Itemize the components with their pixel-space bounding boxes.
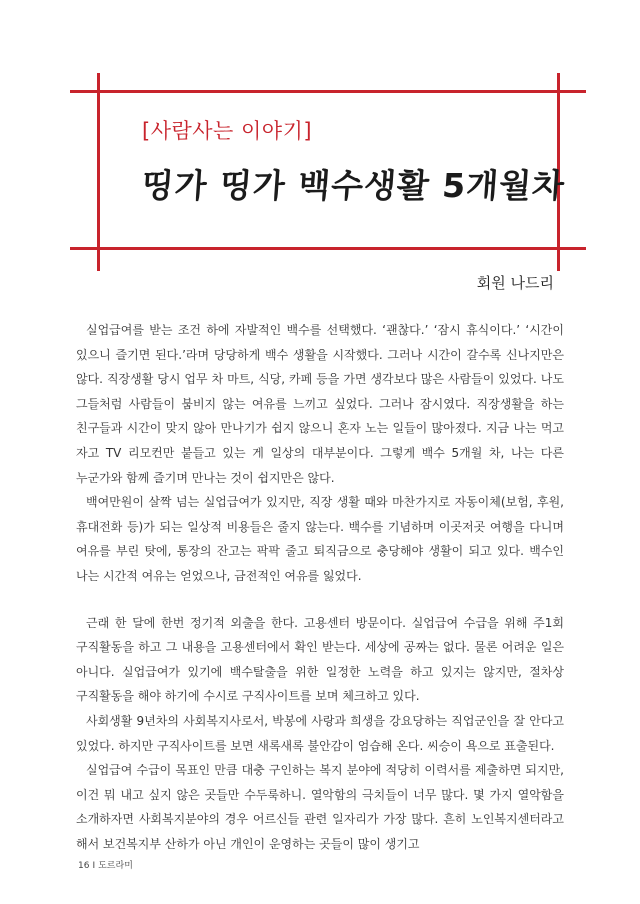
footer-separator: I [92, 861, 96, 871]
frame-bottom-line [70, 247, 586, 250]
article-body [76, 318, 564, 856]
paragraph-2: 백여만원이 살짝 넘는 실업급여가 있지만, 직장 생활 때와 마찬가지로 자동이체(보험, 후원, 휴대전화 등)가 되는 일상적 비용들은 줄지 않는다. 백수를 기념하며 이곳저곳 여행을 다니며 여유를 부린 탓에, 통장의 잔고는 팍팍 줄고 퇴직금으로 충당해야 생활이 되고 있다. 백수인 나는 시간적 여유는 얻었으나, 금전적인 여유를 잃었다. [76, 495, 564, 583]
author-byline: 회원 나드리 [476, 274, 554, 292]
page-footer [78, 858, 133, 871]
page-number: 16 [78, 861, 90, 871]
paragraph-3: 근래 한 달에 한번 정기적 외출을 한다. 고용센터 방문이다. 실업급여 수급을 위해 주1회 구직활동을 하고 그 내용을 고용센터에서 확인 받는다. 세상에 공짜는 없다. 물론 어려운 일은 아니다. 실업급여가 있기에 백수탈출을 위한 일정한 노력을 하고 있지는 않지만, 절차상 구직활동을 해야 하기에 수시로 구직사이트를 보며 체크하고 있다. [76, 615, 564, 704]
paragraph-5: 실업급여 수급이 목표인 만큼 대충 구인하는 복지 분야에 적당히 이력서를 제출하면 되지만, 이건 뭐 내고 싶지 않은 곳들만 수두룩하니. 열악함의 극치들이 너무 많다. 몇 가지 열악함을 소개하자면 사회복지분야의 경우 어르신들 관련 일자리가 가장 많다. 흔히 노인복지센터라고 해서 보건복지부 산하가 아닌 개인이 운영하는 곳들이 많이 생기고 [76, 763, 564, 851]
publication-name: 도르라미 [98, 861, 133, 871]
frame-top-line [70, 90, 586, 93]
paragraph-4: 사회생활 9년차의 사회복지사로서, 박봉에 사랑과 희생을 강요당하는 직업군인을 잘 안다고 있었다. 하지만 구직사이트를 보면 새록새록 불안감이 엄습해 온다. 씨승이 욕으로 표출된다. [76, 713, 564, 753]
article-title: 띵가 띵가 백수생활 5개월차 [140, 166, 567, 205]
frame-left-line [97, 73, 100, 271]
section-subtitle: [사람사는 이야기] [142, 119, 313, 143]
paragraph-1: 실업급여를 받는 조건 하에 자발적인 백수를 선택했다. ‘괜찮다.’ ‘잠시 휴식이다.’ ‘시간이 있으니 즐기면 된다.’라며 당당하게 백수 생활을 시작했다. 그러나 시간이 갈수록 신나지만은 않다. 직장생활 당시 업무 차 마트, 식당, 카페 등을 가면 생각보다 많은 사람들이 있었다. 나도 그들처럼 사람들이 붐비지 않는 여유를 느끼고 싶었다. 그러나 잠시였다. 직장생활을 하는 친구들과 시간이 맞지 않아 만나기가 쉽지 않으니 혼자 노는 일들이 많아졌다. 지금 나는 먹고 자고 TV 리모컨만 붙들고 있는 게 일상의 대부분이다. 그렇게 백수 5개월 차, 나는 다른 누군가와 함께 즐기며 만나는 것이 쉽지만은 않다. [76, 323, 564, 485]
